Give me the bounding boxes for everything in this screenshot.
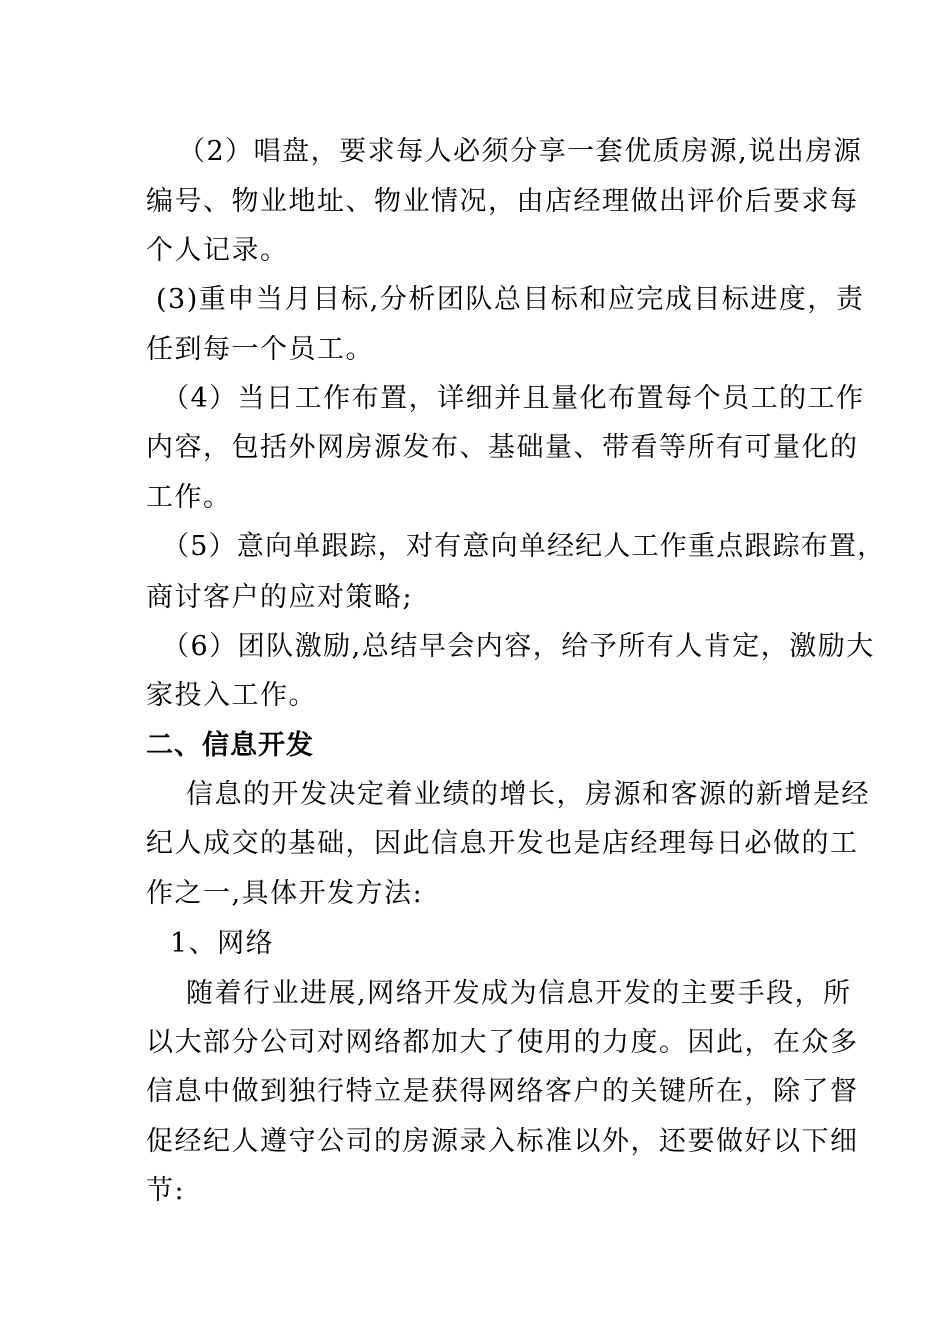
paragraph-line: 家投入工作。: [146, 680, 317, 711]
section-heading: 二、信息开发: [146, 730, 314, 761]
paragraph-line: 节:: [146, 1175, 186, 1206]
paragraph-line: （4）当日工作布置，详细并且量化布置每个员工的工作: [162, 383, 865, 414]
paragraph-line: 商讨客户的应对策略;: [146, 582, 414, 613]
paragraph-line: 以大部分公司对网络都加大了使用的力度。因此，在众多: [146, 1027, 859, 1058]
paragraph-line: 纪人成交的基础，因此信息开发也是店经理每日必做的工: [146, 828, 859, 859]
paragraph-line: 个人记录。: [146, 235, 289, 266]
paragraph-line: （6）团队激励,总结早会内容，给予所有人肯定，激励大: [162, 631, 875, 662]
paragraph-line: 编号、物业地址、物业情况，由店经理做出评价后要求每: [146, 186, 859, 217]
paragraph-line: 工作。: [146, 482, 232, 513]
paragraph-line: （5）意向单跟踪，对有意向单经纪人工作重点跟踪布置，: [162, 531, 886, 562]
paragraph-line: 任到每一个员工。: [146, 334, 374, 365]
paragraph-line: 随着行业进展,网络开发成为信息开发的主要手段，所: [186, 978, 852, 1009]
paragraph-line: (3)重申当月目标,分析团队总目标和应完成目标进度，责: [156, 284, 865, 315]
paragraph-line: 作之一,具体开发方法:: [146, 878, 424, 909]
subsection-heading: 1、网络: [170, 928, 275, 959]
paragraph-line: 促经纪人遵守公司的房源录入标准以外，还要做好以下细: [146, 1126, 859, 1157]
paragraph-line: （2）唱盘，要求每人必须分享一套优质房源,说出房源: [178, 136, 863, 167]
paragraph-line: 信息的开发决定着业绩的增长，房源和客源的新增是经: [186, 779, 870, 810]
paragraph-line: 信息中做到独行特立是获得网络客户的关键所在，除了督: [146, 1076, 859, 1107]
paragraph-line: 内容，包括外网房源发布、基础量、带看等所有可量化的: [146, 432, 859, 463]
